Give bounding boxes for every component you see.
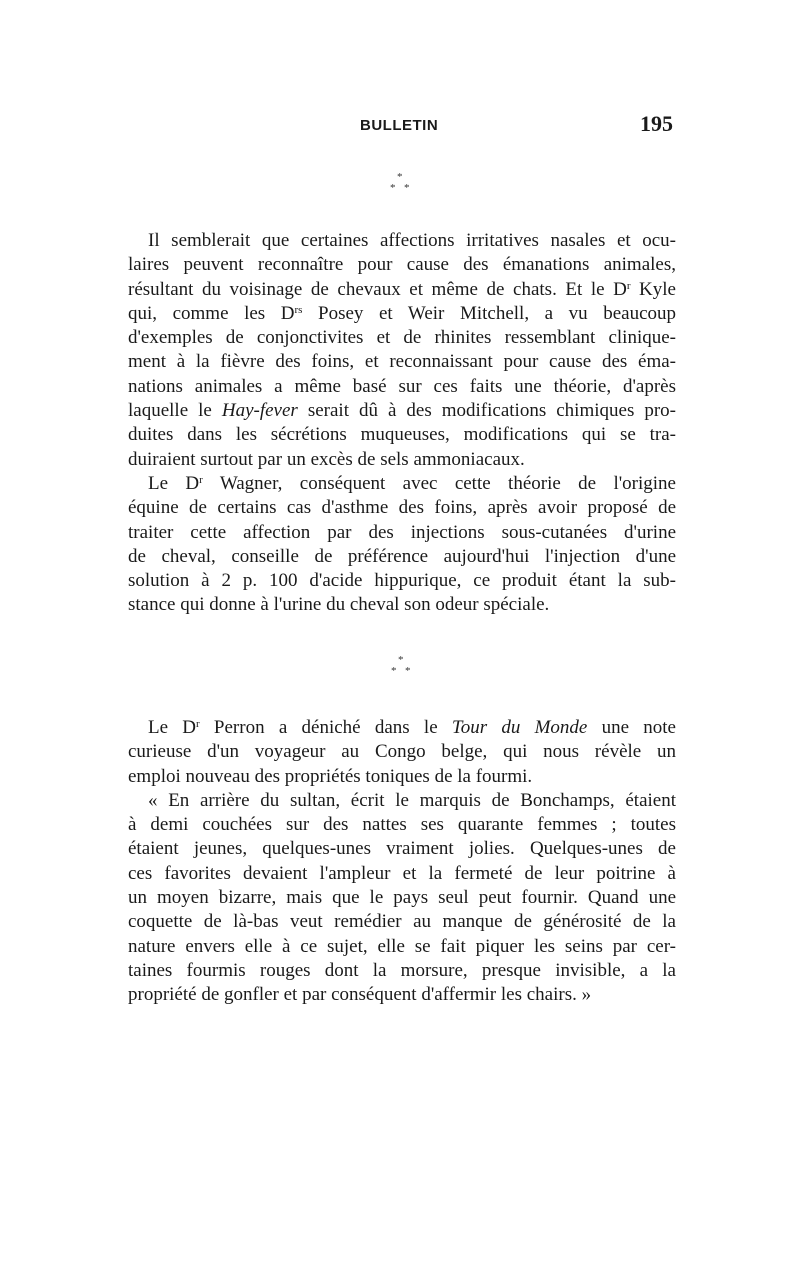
text-line: « En arrière du sultan, écrit le marquis de Bonchamps, étaient [148,789,676,811]
separator-star: * [398,654,404,666]
text-line: équine de certains cas d'asthme des foins, après avoir proposé de [128,497,676,519]
paragraph [128,716,676,789]
text-line: de cheval, conseille de préférence aujourd'hui l'injection d'une [128,545,676,567]
section-1-text [128,229,676,618]
text-line: Il semblerait que certaines affections irritatives nasales et ocu- [148,230,676,251]
text-line: qui, comme les $D^{rs}$ Posey et Weir Mitchell, a vu beaucoup [128,302,677,324]
separator-star: * [404,182,410,194]
text-line: stance qui donne à l'urine du cheval son odeur spéciale. [128,594,550,616]
text-line: laires peuvent reconnaître pour cause des émanations animales, [128,254,676,276]
text-line: taines fourmis rouges dont la morsure, presque invisible, a la [128,959,676,981]
text-line: étaient jeunes, quelques-unes vraiment jolies. Quelques-unes de [128,838,676,860]
paragraph [128,472,676,618]
section-separator [0,655,800,685]
separator-star: * [391,665,397,677]
running-title: BULLETIN [360,117,439,134]
text-line: nature envers elle à ce sujet, elle se fait piquer les seins par cer- [128,935,676,957]
text-line: un moyen bizarre, mais que le pays seul peut fournir. Quand une [128,887,676,909]
text-line: duiraient surtout par un excès de sels ammoniacaux. [128,448,525,470]
separator-star: * [397,171,403,183]
text-line: propriété de gonfler et par conséquent d'affermir les chairs. » [128,984,592,1006]
text-line: coquette de là-bas veut remédier au manque de générosité de la [128,911,676,933]
paragraph [128,229,676,472]
text-line: Le $D^r$ Perron a déniché dans le Tour du Monde une note [148,717,676,738]
text-line: ment à la fièvre des foins, et reconnaissant pour cause des éma- [128,351,676,373]
page-number: 195 [640,111,673,136]
text-line: laquelle le Hay-fever serait dû à des modifications chimiques pro- [128,400,676,422]
text-line: à demi couchées sur des nattes ses quarante femmes ; toutes [128,814,676,836]
text-line: d'exemples de conjonctivites et de rhinites ressemblant clinique- [128,327,676,349]
text-line: Le $D^r$ Wagner, conséquent avec cette théorie de l'origine [148,472,676,494]
paragraph [128,789,676,1008]
page-header [128,111,673,139]
text-line: nations animales a même basé sur ces faits une théorie, d'après [128,375,676,397]
separator-star: * [405,665,411,677]
text-line: résultant du voisinage de chevaux et même de chats. Et le $D^r$ Kyle [128,278,676,300]
section-separator [0,172,800,202]
text-line: ces favorites devaient l'ampleur et la fermeté de leur poitrine à [128,862,676,884]
text-line: emploi nouveau des propriétés toniques de la fourmi. [128,765,533,787]
section-2-text [128,716,676,1008]
separator-star: * [390,182,396,194]
text-line: curieuse d'un voyageur au Congo belge, qui nous révèle un [128,741,676,763]
text-line: solution à 2 p. 100 d'acide hippurique, ce produit étant la sub- [128,570,676,592]
text-line: duites dans les sécrétions muqueuses, modifications qui se tra- [128,424,676,446]
text-line: traiter cette affection par des injections sous-cutanées d'urine [128,521,676,543]
